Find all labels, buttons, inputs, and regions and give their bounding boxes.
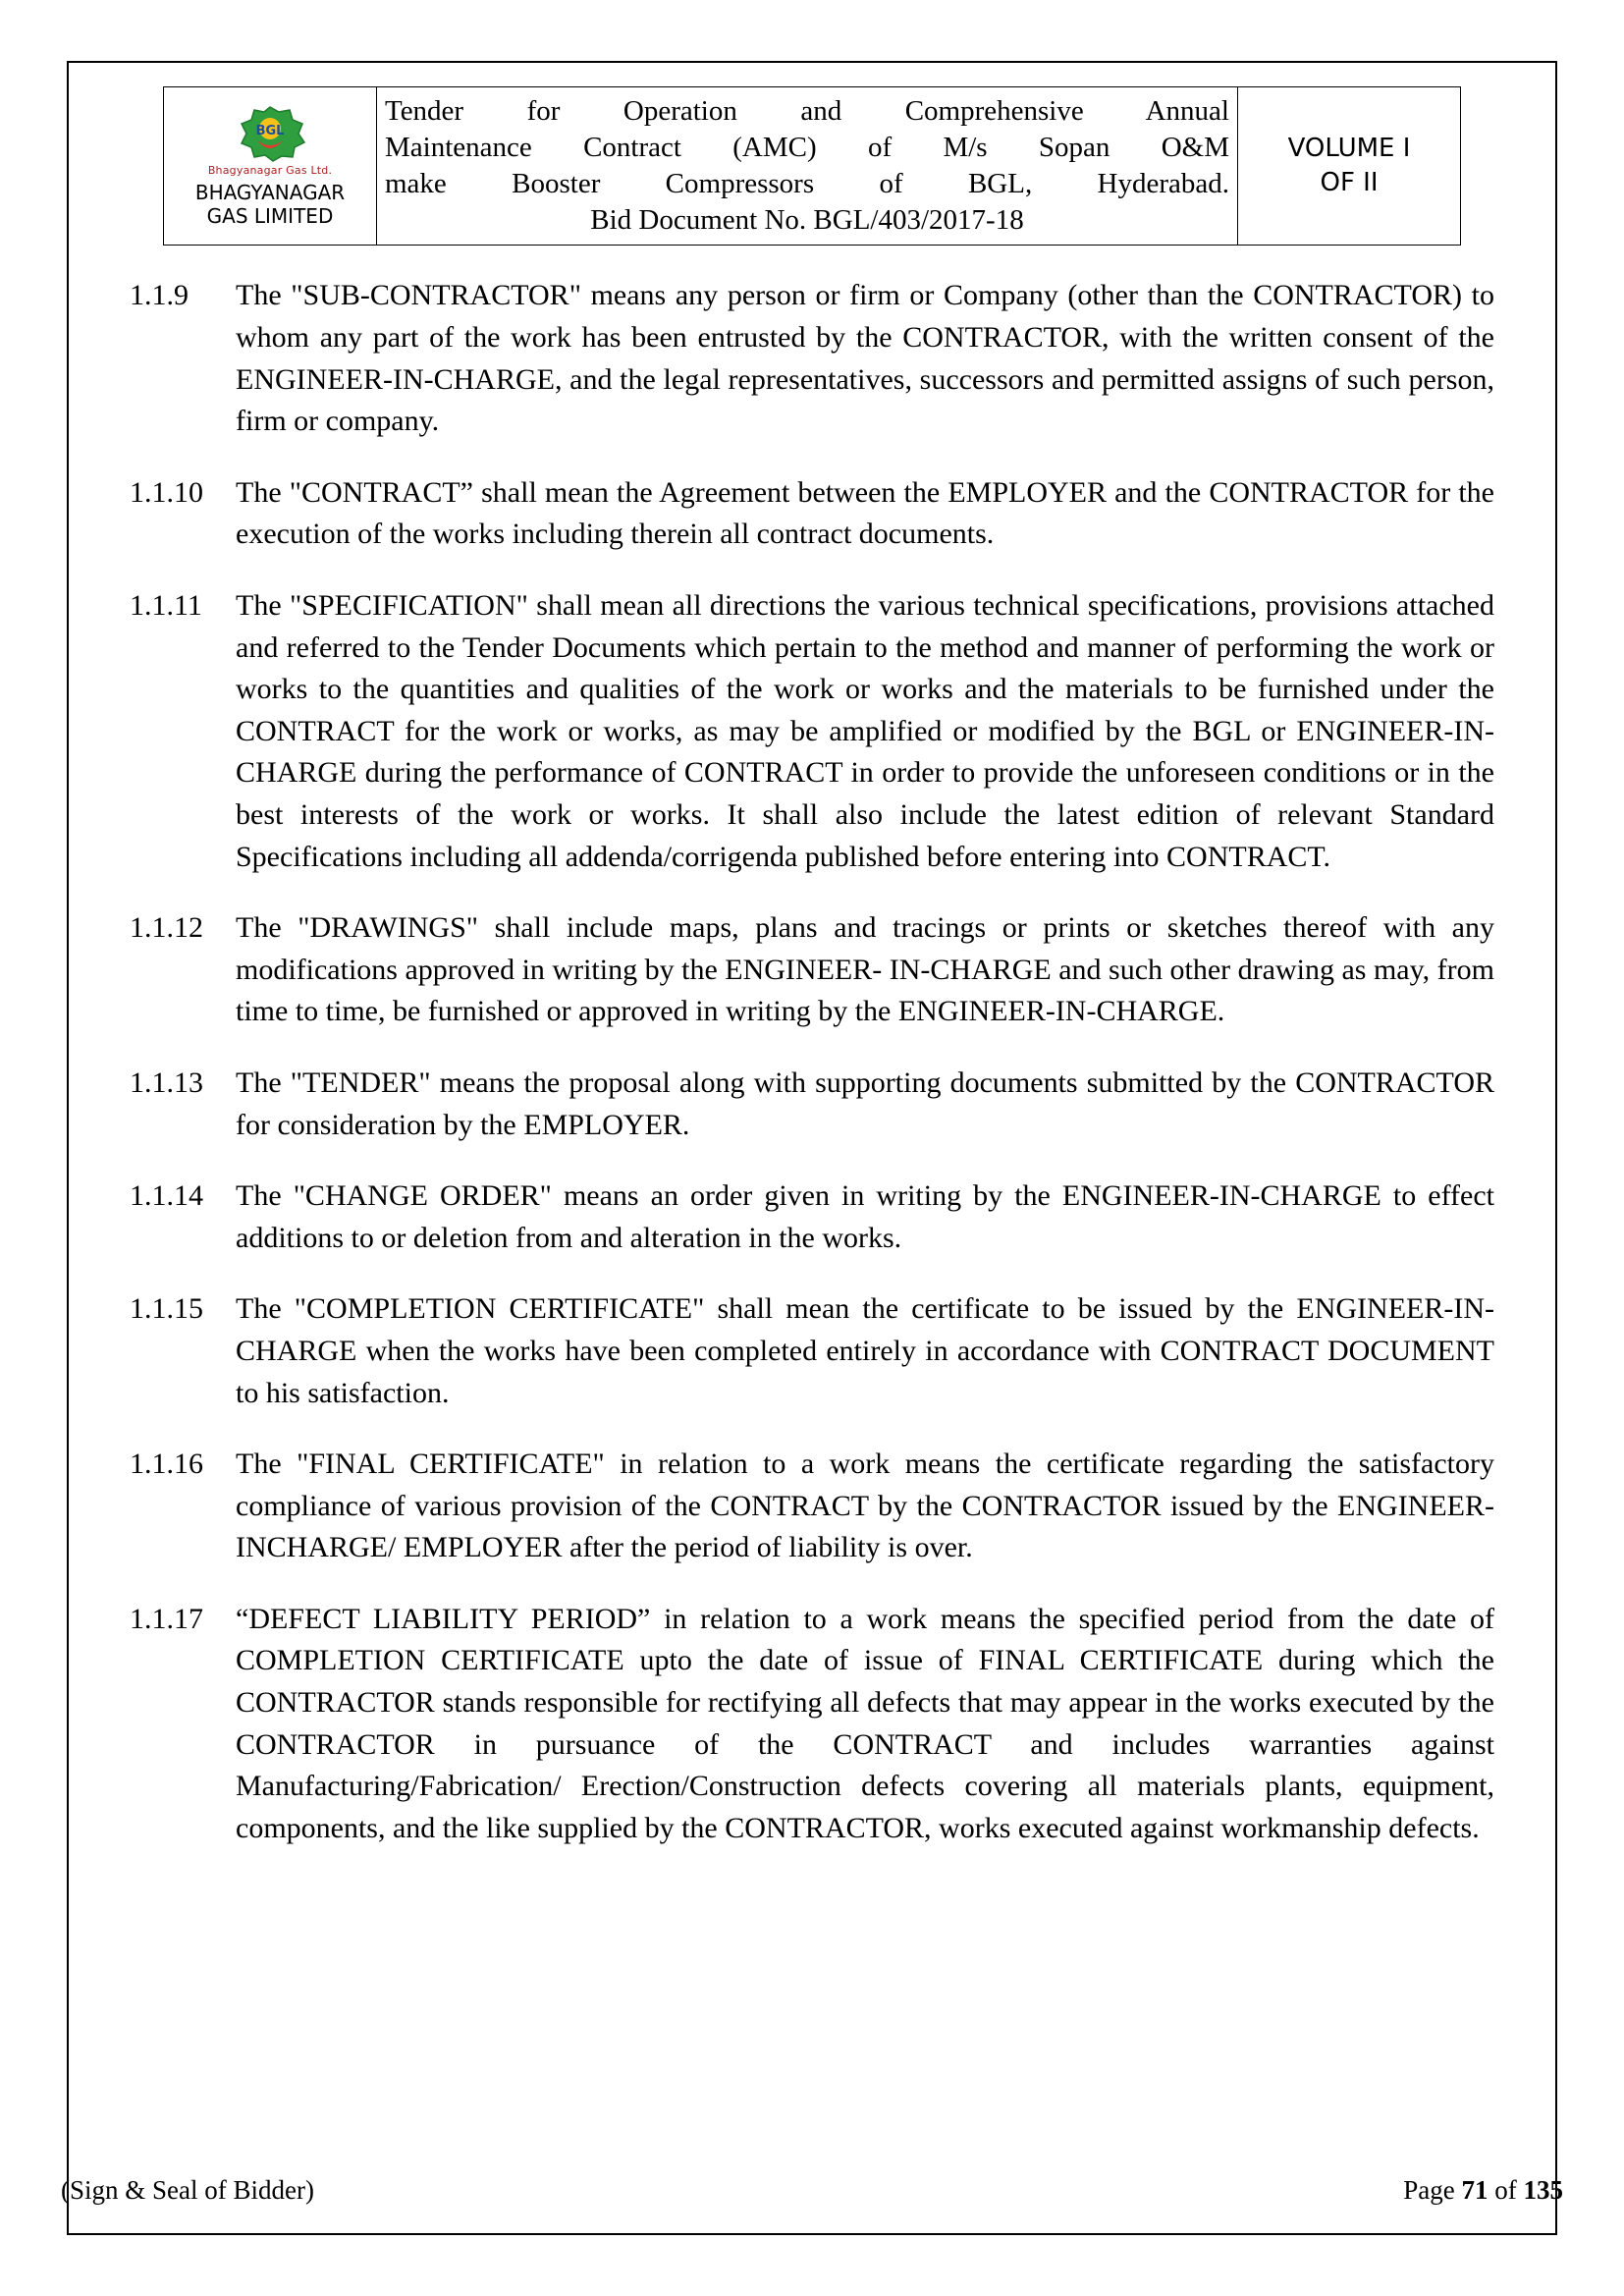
clause-text: The "TENDER" means the proposal along with supporting documents submitted by the CONTRACTOR for consideration by the EMPLOYER. bbox=[236, 1066, 1494, 1141]
clause-text: The "COMPLETION CERTIFICATE" shall mean the certificate to be issued by the ENGINEER-IN-CHARGE when the works have been completed entirely in accordance with CONTRACT DOCUMENT to his satisfaction. bbox=[236, 1292, 1494, 1409]
footer-sign-seal: (Sign & Seal of Bidder) bbox=[61, 2175, 314, 2205]
footer-page-current: 71 bbox=[1461, 2175, 1489, 2205]
footer-page-mid: of bbox=[1488, 2175, 1524, 2205]
page-content bbox=[130, 86, 1494, 1849]
clause-number: 1.1.9 bbox=[130, 279, 189, 312]
header-title-cell bbox=[377, 87, 1238, 246]
clause-number: 1.1.13 bbox=[130, 1066, 203, 1099]
clause-text: The "DRAWINGS" shall include maps, plans and tracings or prints or sketches thereof with any modifications approved in writing by the ENGINEER- IN-CHARGE and such other drawing as may, from time to time, be furnished or approved in writing by the ENGINEER-IN-CHARGE. bbox=[236, 911, 1494, 1028]
clause-1-1-16 bbox=[130, 1444, 1494, 1569]
clause-1-1-10 bbox=[130, 472, 1494, 556]
clause-text: The "CHANGE ORDER" means an order given in writing by the ENGINEER-IN-CHARGE to effect additions to or deletion from and alteration in the works. bbox=[236, 1179, 1494, 1254]
clause-text: The "CONTRACT” shall mean the Agreement between the EMPLOYER and the CONTRACTOR for the execution of the works including therein all contract documents. bbox=[236, 475, 1494, 551]
clause-number: 1.1.14 bbox=[130, 1179, 203, 1213]
header-logo-cell bbox=[164, 87, 377, 246]
clause-text: The "SUB-CONTRACTOR" means any person or firm or Company (other than the CONTRACTOR) to whom any part of the work has been entrusted by the CONTRACTOR, with the written consent of the ENGINEER-IN-CHARGE, and the legal representatives, successors and permitted assigns of such person, firm or company. bbox=[236, 279, 1494, 438]
clause-1-1-12 bbox=[130, 907, 1494, 1033]
clause-number: 1.1.11 bbox=[130, 589, 202, 622]
header-volume-cell bbox=[1238, 87, 1461, 246]
volume-line-1: VOLUME I bbox=[1287, 134, 1411, 164]
logo-brand-subtitle: Bhagyanagar Gas Ltd. bbox=[207, 163, 333, 177]
clause-text: The "FINAL CERTIFICATE" in relation to a work means the certificate regarding the satisfactory compliance of various provision of the CONTRACT by the CONTRACTOR issued by the ENGINEER-INCHARGE/ EMPLOYER after the period of liability is over. bbox=[236, 1448, 1494, 1564]
clause-number: 1.1.16 bbox=[130, 1448, 203, 1481]
document-header-table bbox=[163, 86, 1461, 246]
volume-line-2: OF II bbox=[1320, 168, 1379, 198]
header-title-line-1: Tender for Operation and Comprehensive Annual bbox=[385, 95, 1229, 127]
page-footer bbox=[61, 2175, 1563, 2206]
header-bid-document-number: Bid Document No. BGL/403/2017-18 bbox=[590, 204, 1024, 237]
clause-number: 1.1.12 bbox=[130, 911, 203, 945]
clause-1-1-14 bbox=[130, 1175, 1494, 1259]
clause-1-1-15 bbox=[130, 1288, 1494, 1414]
clause-text: The "SPECIFICATION" shall mean all directions the various technical specifications, provisions attached and referred to the Tender Documents which pertain to the method and manner of performing the work or works to the quantities and qualities of the work or works and the materials to be furnished under the CONTRACT for the work or works, as may be amplified or modified by the BGL or ENGINEER-IN-CHARGE during the performance of CONTRACT in order to provide the unforeseen conditions or in the best interests of the work or works. It shall also include the latest edition of relevant Standard Specifications including all addenda/corrigenda published before entering into CONTRACT. bbox=[236, 589, 1494, 873]
footer-page-prefix: Page bbox=[1403, 2175, 1462, 2205]
company-logo bbox=[172, 105, 368, 228]
header-title-line-2: Maintenance Contract (AMC) of M/s Sopan O&M bbox=[385, 132, 1229, 164]
clause-1-1-9 bbox=[130, 275, 1494, 442]
clause-1-1-11 bbox=[130, 585, 1494, 878]
clause-1-1-17 bbox=[130, 1599, 1494, 1850]
clause-number: 1.1.10 bbox=[130, 475, 203, 509]
footer-page-number bbox=[1403, 2175, 1563, 2206]
logo-company-name: BHAGYANAGAR GAS LIMITED bbox=[194, 180, 346, 228]
header-title-line-3: make Booster Compressors of BGL, Hyderabad. bbox=[385, 168, 1229, 200]
clause-number: 1.1.17 bbox=[130, 1602, 203, 1635]
footer-page-total: 135 bbox=[1523, 2175, 1563, 2205]
svg-text:BGL: BGL bbox=[255, 123, 285, 138]
clause-number: 1.1.15 bbox=[130, 1292, 203, 1326]
clause-text: “DEFECT LIABILITY PERIOD” in relation to a work means the specified period from the date of COMPLETION CERTIFICATE upto the date of issue of FINAL CERTIFICATE during which the CONTRACTOR stands responsible for rectifying all defects that may appear in the works executed by the CONTRACTOR in pursuance of the CONTRACT and includes warranties against Manufacturing/Fabrication/ Erection/Construction defects covering all materials plants, equipment, components, and the like supplied by the CONTRACTOR, works executed against workmanship defects. bbox=[236, 1602, 1494, 1844]
bgl-logo-icon bbox=[228, 105, 312, 162]
clause-1-1-13 bbox=[130, 1063, 1494, 1146]
